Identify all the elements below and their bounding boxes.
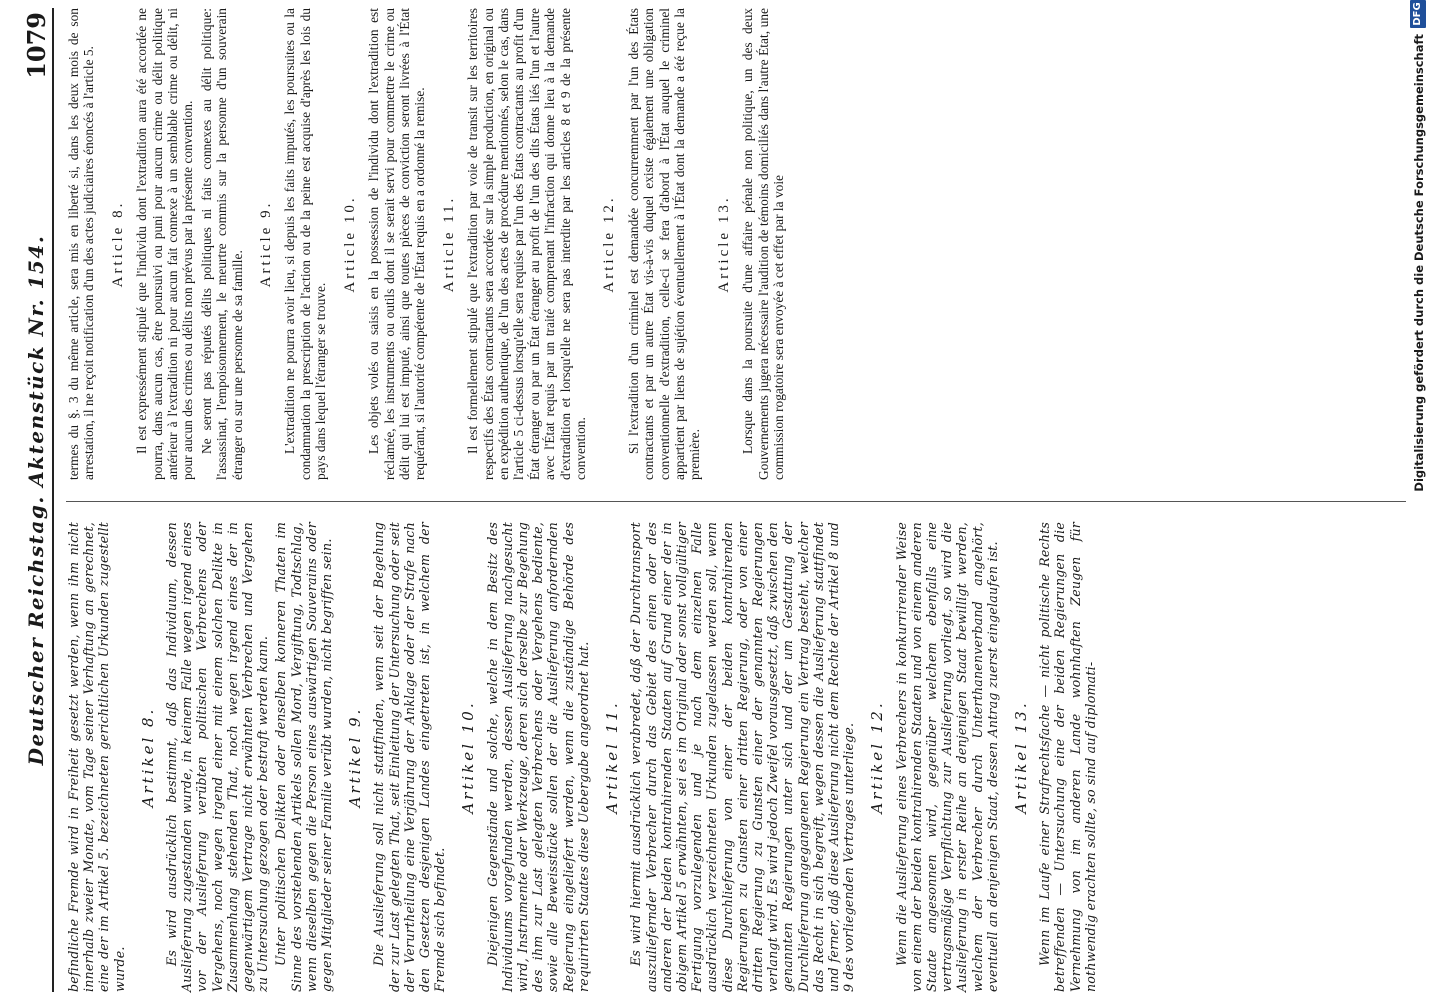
french-article-8-heading: Article 8.: [109, 200, 126, 288]
header-rule: [52, 8, 54, 992]
german-article-11-heading: Artikel 11.: [603, 700, 622, 814]
german-article-12-heading: Artikel 12.: [868, 700, 887, 814]
page-header: [22, 8, 54, 992]
french-article-9-paragraph: L'extradition ne pourra avoir lieu, si depuis les faits imputés, les poursuites ou la condamnation la prescription de l'action ou de la peine est acquise d'après les lois du pays dans lequel l'étranger se trouve.: [282, 8, 329, 480]
french-article-11-heading: Article 11.: [440, 195, 457, 293]
page-number: 1079: [22, 12, 51, 79]
french-intro-paragraph: termes du §. 3 du même article, sera mis en liberté si, dans les deux mois de son arrestation, il ne reçoit notification d'un des actes judiciaires énoncés à l'article 5.: [66, 8, 97, 480]
french-article-10-paragraph: Les objets volés ou saisis en la possession de l'individu dont l'extradition est réclamée, les instruments ou outils dont il se serait servi pour commettre le crime ou délit qui lui est imputé, ainsi que toutes pièces de conviction seront livrées à l'État requérant, si l'autorité compétente de l'État requis en a ordonné la remise.: [366, 8, 428, 480]
column-divider: [66, 501, 1406, 502]
digitization-credit: Digitalisierung gefördert durch die Deutsche Forschungsgemeinschaft: [1412, 34, 1426, 492]
german-article-10-heading: Artikel 10.: [459, 700, 478, 814]
german-article-13-heading: Artikel 13.: [1011, 700, 1030, 814]
german-article-10-paragraph: Diejenigen Gegenstände und solche, welche in dem Besitz des Individuums vorgefunden werden, dessen Auslieferung nachgesucht wird, Instrumente oder Werkzeuge, deren sich derselbe zur Begehung des ihm zur Last gelegten Verbrechens oder Vergehens bediente, sowie alle Beweisstücke sollen der die Auslieferung anfordernden Regierung eingeliefert werden, wenn die zuständige Behörde des requirirten Staates diese Uebergabe angeordnet hat.: [484, 522, 591, 992]
french-article-12-paragraph: Si l'extradition d'un criminel est demandée concurremment par l'un des États contractants et par un autre État vis-à-vis duquel existe également une obligation conventionnelle d'extradition, celle-ci se fera d'abord à l'État auquel le criminel appartient par liens de sujétion éventuellement à l'État dont la demande a été reçue la première.: [625, 8, 703, 480]
german-article-9-paragraph: Die Auslieferung soll nicht stattfinden, wenn seit der Begehung der zur Last gelegten That, seit Einleitung der Untersuchung oder seit der Verurtheilung eine Verjährung der Anklage oder der Strafe nach den Gesetzen desjenigen Landes eingetreten ist, in welchem der Fremde sich befindet.: [371, 522, 448, 992]
french-article-8-paragraph-1: Il est expressément stipulé que l'individu dont l'extradition aura été accordée ne pourra, dans aucun cas, être poursuivi ou puni pour aucun crime ou délit politique antérieur à l'extradition ni pour aucun fait connexe à un semblable crime ou délit, ni pour aucun des crimes ou délits non prévus par la présente convention.: [134, 8, 196, 480]
french-article-10-heading: Article 10.: [341, 195, 358, 293]
french-article-13-heading: Article 13.: [715, 195, 732, 293]
german-article-8-heading: Artikel 8.: [138, 706, 157, 808]
german-article-13-paragraph: Wenn im Laufe einer Strafrechtsfache — nicht politische Rechts betreffenden — Untersuchung eine der beiden Regierungen die Vernehmung von im anderen Lande wohnhaften Zeugen für nothwendig erachten sollte, so sind auf diplomati-: [1037, 522, 1098, 992]
french-article-12-heading: Article 12.: [601, 195, 618, 293]
german-intro-paragraph: befindliche Fremde wird in Freiheit gesetzt werden, wenn ihm nicht innerhalb zweier Monate, vom Tage seiner Verhaftung an gerechnet, eine der im Artikel 5. bezeichneten gerichtlichen Urkunden zugestellt wurde.: [66, 522, 127, 992]
german-article-12-paragraph: Wenn die Auslieferung eines Verbrechers in konkurrirender Weise von einem der beiden kontrahirenden Staaten und von einem anderen Staate angesonnen wird, gegenüber welchem ebenfalls eine vertragsmäßige Verpflichtung zur Auslieferung vorliegt, so wird die Auslieferung in erster Reihe an denjenigen Staat bewilligt werden, welchem der Verbrecher durch Unterthanenverband angehört, eventuell an denjenigen Staat, dessen Antrag zuerst eingelaufen ist.: [893, 522, 1000, 992]
dfg-logo-icon: DFG: [1410, 0, 1426, 28]
german-article-8-paragraph-1: Es wird ausdrücklich bestimmt, daß das Individuum, dessen Auslieferung zugestanden wurde, in keinem Falle wegen irgend eines vor der Auslieferung verübten politischen Verbrechens oder Vergehens, noch wegen irgend einer mit einem solchen Delikte in Zusammenhang stehenden That, noch wegen irgend eines der in gegenwärtigem Vertrage nicht erwähnten Verbrechen und Vergehen zu Untersuchung gezogen oder bestraft werden kann.: [164, 522, 271, 992]
french-article-8-paragraph-2: Ne seront pas réputés délits politiques ni faits connexes au délit politique: l'assassinat, l'empoisonnement, le meurtre commis sur la personne d'un souverain étranger ou sur une personne de sa famille.: [198, 8, 245, 480]
french-article-9-heading: Article 9.: [258, 200, 275, 288]
french-column: [66, 8, 789, 480]
german-article-9-heading: Artikel 9.: [346, 706, 365, 808]
german-article-8-paragraph-2: Unter politischen Delikten oder denselben konneren Thaten im Sinne des vorstehenden Artikels sollen Mord, Vergiftung, Todtschlag, wenn dieselben gegen die Person eines auswärtigen Souverains oder gegen Mitglieder seiner Familie verübt wurden, nicht begriffen sein.: [273, 522, 335, 992]
french-article-11-paragraph: Il est formellement stipulé que l'extradition par voie de transit sur les territoires respectifs des États contractants sera accordée sur la simple production, en original ou en expédition authentique, de l'un des actes de procédure mentionnés, selon le cas, dans l'article 5 ci-dessus lorsqu'elle sera requise par l'un des États contractants au profit d'un État étranger ou par un État étranger au profit de l'un des dits États liés l'un et l'autre avec l'État requis par un traité comprenant l'infraction qui donne lieu à la demande d'extradition et lorsqu'elle ne sera pas interdite par les articles 8 et 9 de la présente convention.: [465, 8, 588, 480]
french-article-13-paragraph: Lorsque dans la poursuite d'une affaire pénale non politique, un des deux Gouvernements jugera nécessaire l'audition de témoins domiciliés dans l'autre État, une commission rogatoire sera envoyée à cet effet par la voie: [740, 8, 787, 480]
running-head: Deutscher Reichstag. Aktenstück Nr. 154.: [24, 234, 48, 766]
digitization-footer: [1408, 0, 1430, 840]
german-article-11-paragraph: Es wird hiermit ausdrücklich verabredet, daß der Durchtransport auszuliefernder Verbrecher durch das Gebiet des einen oder des anderen der beiden kontrahirenden Staaten auf Grund einer der in obigem Artikel 5 erwähnten, sei es im Original oder sonst vollgültiger Fertigung vorzulegenden und je nach dem einzelnen Falle ausdrücklich verzeichneten Urkunden zugelassen werden soll, wenn diese Durchlieferung von einer der beiden kontrahirenden Regierungen zu Gunsten einer dritten Regierung, oder von einer dritten Regierung zu Gunsten einer der genannten Regierungen verlangt wird. Es wird jedoch Zweifel vorausgesetzt, daß zwischen den genannten Regierungen unter sich und der um Gestattung der Durchlieferung angegangenen Regierung ein Vertrag besteht, welcher das Recht in sich begreift, wegen dessen die Auslieferung stattfindet und ferner, daß diese Auslieferung nicht dem Rechte der Artikel 8 und 9 des vorliegenden Vertrages unterliege.: [628, 522, 857, 992]
german-column: [66, 522, 1101, 992]
